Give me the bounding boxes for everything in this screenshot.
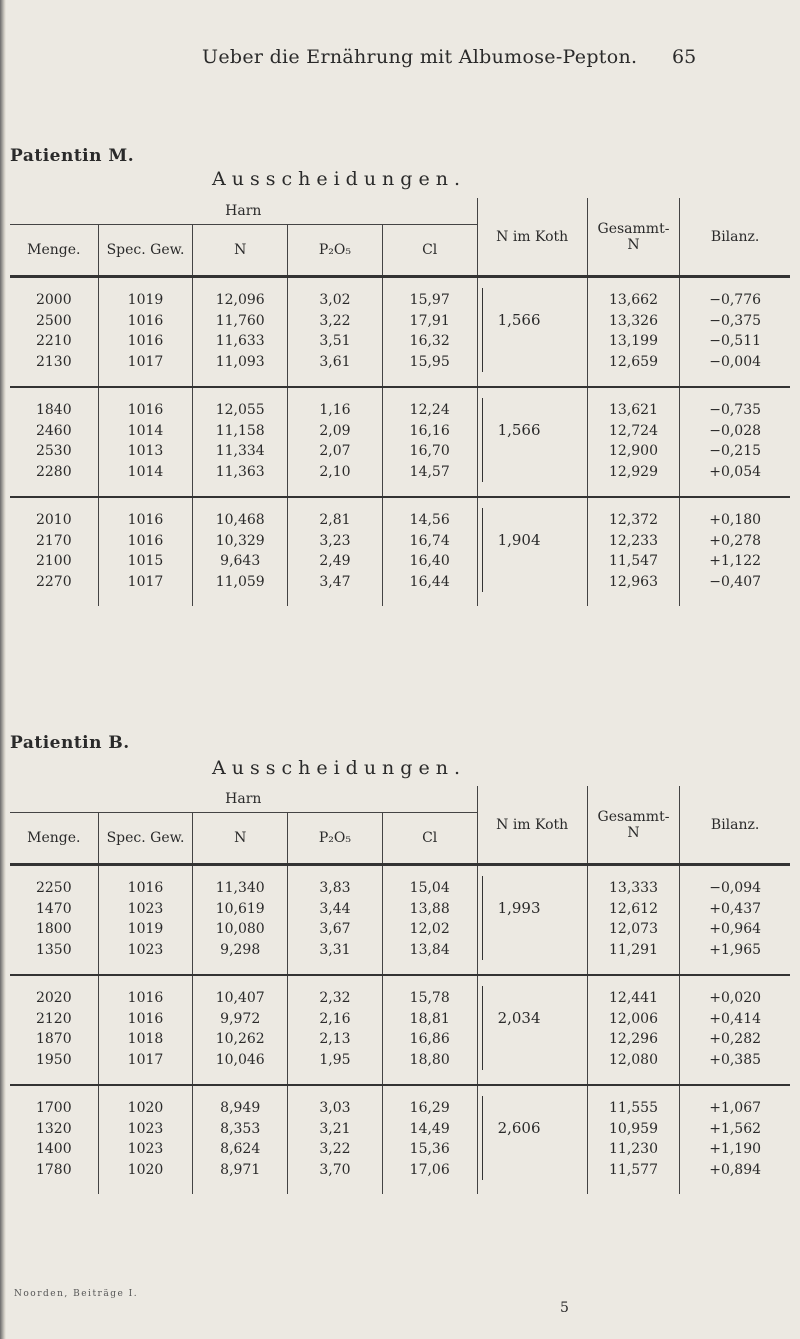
value-menge: 2250 xyxy=(35,880,72,896)
value-menge: 1840 xyxy=(35,402,72,418)
cell-n xyxy=(193,277,288,388)
patient-m-heading: Patientin M. xyxy=(10,146,135,166)
running-head xyxy=(0,46,800,76)
value-p2o5: 3,03 xyxy=(319,1100,351,1116)
value-bilanz: −0,375 xyxy=(709,312,762,329)
value-cl: 16,40 xyxy=(409,553,450,569)
value-n: 10,619 xyxy=(215,900,265,917)
value-p2o5: 3,44 xyxy=(319,900,351,917)
value-n: 10,329 xyxy=(215,532,265,549)
value-n: 9,298 xyxy=(220,941,261,958)
value-menge: 1320 xyxy=(35,1120,72,1137)
value-n: 11,633 xyxy=(215,333,265,349)
value-p2o5: 2,32 xyxy=(319,990,351,1006)
value-n: 9,972 xyxy=(220,1010,261,1027)
cell-n xyxy=(193,975,288,1085)
cell-gesamt xyxy=(587,975,680,1085)
value-n: 10,262 xyxy=(215,1031,265,1047)
value-bilanz: +1,067 xyxy=(709,1100,762,1116)
value-menge: 1800 xyxy=(35,921,72,937)
cell-bilanz xyxy=(680,497,790,606)
value-n: 10,046 xyxy=(215,1051,265,1068)
page-number: 65 xyxy=(672,46,697,68)
value-gesamt: 12,963 xyxy=(609,573,658,590)
brace-bracket xyxy=(482,288,491,372)
value-spec: 1016 xyxy=(127,880,164,896)
cell-spec xyxy=(98,387,193,497)
value-p2o5: 2,10 xyxy=(319,463,351,480)
header-spec-gew: Spec. Gew. xyxy=(98,813,193,865)
cell-bilanz xyxy=(680,865,790,976)
value-n: 12,055 xyxy=(215,402,265,418)
value-p2o5: 3,83 xyxy=(319,880,351,896)
table-m-caption: Ausscheidungen. xyxy=(212,168,466,190)
value-menge: 2020 xyxy=(35,990,72,1006)
value-spec: 1016 xyxy=(127,402,164,418)
value-menge: 1400 xyxy=(35,1141,72,1157)
cell-menge xyxy=(10,277,98,388)
cell-cl xyxy=(382,277,477,388)
value-bilanz: −0,776 xyxy=(709,292,762,308)
value-bilanz: +1,562 xyxy=(709,1120,762,1137)
brace-bracket xyxy=(482,508,491,592)
value-menge: 2210 xyxy=(35,333,72,349)
cell-n xyxy=(193,1085,288,1194)
value-n: 12,096 xyxy=(215,292,265,308)
value-gesamt: 11,577 xyxy=(609,1161,658,1178)
patient-b-heading: Patientin B. xyxy=(10,733,130,753)
value-spec: 1018 xyxy=(127,1031,164,1047)
value-gesamt: 12,080 xyxy=(609,1051,658,1068)
brace-bracket xyxy=(482,876,491,960)
value-cl: 17,06 xyxy=(409,1161,450,1178)
value-n: 11,093 xyxy=(215,353,265,370)
header-cl: Cl xyxy=(382,225,477,277)
value-cl: 18,80 xyxy=(409,1051,450,1068)
value-menge: 1780 xyxy=(35,1161,72,1178)
value-bilanz: −0,028 xyxy=(709,422,762,439)
header-n-im-koth: N im Koth xyxy=(477,198,587,277)
cell-p2o5 xyxy=(288,277,383,388)
value-menge: 1350 xyxy=(35,941,72,958)
value-cl: 16,29 xyxy=(409,1100,450,1116)
header-menge: Menge. xyxy=(10,225,98,277)
footer-source: Noorden, Beiträge I. xyxy=(14,1289,139,1299)
value-gesamt: 12,233 xyxy=(609,532,658,549)
value-bilanz: +1,122 xyxy=(709,553,762,569)
table-row-group xyxy=(10,497,790,606)
cell-nkoth xyxy=(477,277,587,388)
value-menge: 1950 xyxy=(35,1051,72,1068)
value-p2o5: 3,22 xyxy=(319,312,351,329)
value-spec: 1016 xyxy=(127,333,164,349)
value-gesamt: 13,333 xyxy=(609,880,658,896)
value-spec: 1014 xyxy=(127,463,164,480)
value-spec: 1016 xyxy=(127,532,164,549)
value-gesamt: 11,291 xyxy=(609,941,658,958)
cell-menge xyxy=(10,1085,98,1194)
value-gesamt: 10,959 xyxy=(609,1120,658,1137)
value-p2o5: 3,02 xyxy=(319,292,351,308)
value-bilanz: −0,215 xyxy=(709,443,762,459)
value-menge: 2010 xyxy=(35,512,72,528)
value-bilanz: −0,094 xyxy=(709,880,762,896)
value-menge: 2130 xyxy=(35,353,72,370)
cell-gesamt xyxy=(587,497,680,606)
cell-spec xyxy=(98,865,193,976)
value-bilanz: +0,414 xyxy=(709,1010,762,1027)
cell-nkoth xyxy=(477,497,587,606)
value-p2o5: 2,81 xyxy=(319,512,351,528)
header-p2o5: P₂O₅ xyxy=(288,813,383,865)
value-cl: 16,86 xyxy=(409,1031,450,1047)
value-spec: 1023 xyxy=(127,1141,164,1157)
value-cl: 15,97 xyxy=(409,292,450,308)
value-bilanz: +0,020 xyxy=(709,990,762,1006)
value-cl: 14,56 xyxy=(409,512,450,528)
value-cl: 13,84 xyxy=(409,941,450,958)
value-p2o5: 2,13 xyxy=(319,1031,351,1047)
cell-gesamt xyxy=(587,277,680,388)
value-menge: 2120 xyxy=(35,1010,72,1027)
value-gesamt: 12,372 xyxy=(609,512,658,528)
cell-menge xyxy=(10,497,98,606)
header-gesammt-n: Gesammt- N xyxy=(587,198,680,277)
header-gesammt-n: Gesammt- N xyxy=(587,786,680,865)
value-bilanz: +0,278 xyxy=(709,532,762,549)
value-spec: 1017 xyxy=(127,573,164,590)
value-bilanz: +1,965 xyxy=(709,941,762,958)
brace-bracket xyxy=(482,986,491,1070)
cell-p2o5 xyxy=(288,1085,383,1194)
value-cl: 16,32 xyxy=(409,333,450,349)
cell-nkoth xyxy=(477,387,587,497)
cell-cl xyxy=(382,1085,477,1194)
value-p2o5: 3,61 xyxy=(319,353,351,370)
cell-gesamt xyxy=(587,865,680,976)
n-im-koth-value: 2,606 xyxy=(497,1119,541,1137)
value-n: 8,353 xyxy=(220,1120,261,1137)
cell-bilanz xyxy=(680,975,790,1085)
cell-p2o5 xyxy=(288,865,383,976)
cell-p2o5 xyxy=(288,975,383,1085)
n-im-koth-value: 1,993 xyxy=(497,899,541,917)
value-gesamt: 12,900 xyxy=(609,443,658,459)
value-gesamt: 13,662 xyxy=(609,292,658,308)
value-n: 11,059 xyxy=(215,573,265,590)
value-gesamt: 12,073 xyxy=(609,921,658,937)
cell-spec xyxy=(98,277,193,388)
value-gesamt: 11,555 xyxy=(609,1100,658,1116)
value-n: 8,624 xyxy=(220,1141,261,1157)
header-n-im-koth: N im Koth xyxy=(477,786,587,865)
page-edge xyxy=(0,0,6,1339)
value-cl: 14,49 xyxy=(409,1120,450,1137)
n-im-koth-value: 2,034 xyxy=(497,1009,541,1027)
header-p2o5: P₂O₅ xyxy=(288,225,383,277)
n-im-koth-value: 1,566 xyxy=(497,421,541,439)
cell-bilanz xyxy=(680,1085,790,1194)
cell-gesamt xyxy=(587,387,680,497)
value-p2o5: 2,49 xyxy=(319,553,351,569)
value-cl: 15,78 xyxy=(409,990,450,1006)
value-menge: 2100 xyxy=(35,553,72,569)
cell-cl xyxy=(382,387,477,497)
value-bilanz: +0,964 xyxy=(709,921,762,937)
cell-nkoth xyxy=(477,1085,587,1194)
value-p2o5: 2,09 xyxy=(319,422,351,439)
value-n: 9,643 xyxy=(220,553,261,569)
header-menge: Menge. xyxy=(10,813,98,865)
value-spec: 1016 xyxy=(127,512,164,528)
cell-n xyxy=(193,387,288,497)
value-cl: 15,95 xyxy=(409,353,450,370)
value-spec: 1020 xyxy=(127,1161,164,1178)
value-cl: 16,16 xyxy=(409,422,450,439)
cell-p2o5 xyxy=(288,497,383,606)
value-bilanz: +0,054 xyxy=(709,463,762,480)
table-row-group xyxy=(10,277,790,388)
value-bilanz: −0,407 xyxy=(709,573,762,590)
value-menge: 1700 xyxy=(35,1100,72,1116)
value-menge: 2270 xyxy=(35,573,72,590)
value-gesamt: 12,612 xyxy=(609,900,658,917)
value-menge: 2500 xyxy=(35,312,72,329)
value-gesamt: 13,621 xyxy=(609,402,658,418)
cell-gesamt xyxy=(587,1085,680,1194)
table-patient-m xyxy=(10,198,790,606)
value-p2o5: 1,16 xyxy=(319,402,351,418)
value-spec: 1023 xyxy=(127,900,164,917)
value-p2o5: 3,47 xyxy=(319,573,351,590)
cell-spec xyxy=(98,975,193,1085)
value-spec: 1016 xyxy=(127,990,164,1006)
value-bilanz: +0,180 xyxy=(709,512,762,528)
value-gesamt: 11,547 xyxy=(609,553,658,569)
value-n: 11,334 xyxy=(215,443,265,459)
value-cl: 13,88 xyxy=(409,900,450,917)
value-spec: 1014 xyxy=(127,422,164,439)
cell-cl xyxy=(382,497,477,606)
value-cl: 16,70 xyxy=(409,443,450,459)
value-bilanz: −0,004 xyxy=(709,353,762,370)
cell-n xyxy=(193,497,288,606)
value-p2o5: 2,16 xyxy=(319,1010,351,1027)
value-menge: 1470 xyxy=(35,900,72,917)
value-p2o5: 3,21 xyxy=(319,1120,351,1137)
value-n: 11,760 xyxy=(215,312,265,329)
value-p2o5: 3,31 xyxy=(319,941,351,958)
running-title: Ueber die Ernährung mit Albumose-Pepton. xyxy=(202,46,638,68)
value-n: 10,468 xyxy=(215,512,265,528)
header-bilanz: Bilanz. xyxy=(680,198,790,277)
cell-menge xyxy=(10,387,98,497)
cell-menge xyxy=(10,975,98,1085)
value-gesamt: 12,006 xyxy=(609,1010,658,1027)
value-menge: 2530 xyxy=(35,443,72,459)
value-p2o5: 2,07 xyxy=(319,443,351,459)
value-spec: 1015 xyxy=(127,553,164,569)
table-row-group xyxy=(10,975,790,1085)
value-bilanz: +0,385 xyxy=(709,1051,762,1068)
value-gesamt: 13,326 xyxy=(609,312,658,329)
value-gesamt: 12,659 xyxy=(609,353,658,370)
value-menge: 2000 xyxy=(35,292,72,308)
value-spec: 1016 xyxy=(127,312,164,329)
brace-bracket xyxy=(482,1096,491,1180)
table-patient-b xyxy=(10,786,790,1194)
value-n: 8,949 xyxy=(220,1100,261,1116)
value-p2o5: 1,95 xyxy=(319,1051,351,1068)
value-n: 10,407 xyxy=(215,990,265,1006)
value-bilanz: +0,437 xyxy=(709,900,762,917)
value-cl: 17,91 xyxy=(409,312,450,329)
value-n: 8,971 xyxy=(220,1161,261,1178)
cell-spec xyxy=(98,1085,193,1194)
table-row-group xyxy=(10,1085,790,1194)
header-harn: Harn xyxy=(10,198,477,225)
value-bilanz: +0,282 xyxy=(709,1031,762,1047)
value-cl: 16,44 xyxy=(409,573,450,590)
value-menge: 1870 xyxy=(35,1031,72,1047)
value-gesamt: 12,296 xyxy=(609,1031,658,1047)
value-gesamt: 13,199 xyxy=(609,333,658,349)
value-p2o5: 3,23 xyxy=(319,532,351,549)
cell-nkoth xyxy=(477,865,587,976)
value-p2o5: 3,70 xyxy=(319,1161,351,1178)
header-n: N xyxy=(193,225,288,277)
value-p2o5: 3,22 xyxy=(319,1141,351,1157)
value-gesamt: 12,441 xyxy=(609,990,658,1006)
table-row-group xyxy=(10,865,790,976)
value-menge: 2460 xyxy=(35,422,72,439)
value-spec: 1023 xyxy=(127,941,164,958)
value-spec: 1017 xyxy=(127,353,164,370)
value-gesamt: 11,230 xyxy=(609,1141,658,1157)
value-cl: 18,81 xyxy=(409,1010,450,1027)
cell-nkoth xyxy=(477,975,587,1085)
header-cl: Cl xyxy=(382,813,477,865)
value-bilanz: +1,190 xyxy=(709,1141,762,1157)
value-spec: 1020 xyxy=(127,1100,164,1116)
value-menge: 2280 xyxy=(35,463,72,480)
value-cl: 12,24 xyxy=(409,402,450,418)
n-im-koth-value: 1,566 xyxy=(497,311,541,329)
cell-cl xyxy=(382,865,477,976)
value-cl: 15,36 xyxy=(409,1141,450,1157)
value-bilanz: +0,894 xyxy=(709,1161,762,1178)
value-cl: 12,02 xyxy=(409,921,450,937)
brace-bracket xyxy=(482,398,491,482)
value-n: 10,080 xyxy=(215,921,265,937)
table-row-group xyxy=(10,387,790,497)
value-spec: 1019 xyxy=(127,292,164,308)
value-spec: 1017 xyxy=(127,1051,164,1068)
value-n: 11,340 xyxy=(215,880,265,896)
value-bilanz: −0,735 xyxy=(709,402,762,418)
value-spec: 1016 xyxy=(127,1010,164,1027)
value-bilanz: −0,511 xyxy=(709,333,762,349)
cell-menge xyxy=(10,865,98,976)
n-im-koth-value: 1,904 xyxy=(497,531,541,549)
value-gesamt: 12,724 xyxy=(609,422,658,439)
cell-spec xyxy=(98,497,193,606)
value-n: 11,363 xyxy=(215,463,265,480)
header-spec-gew: Spec. Gew. xyxy=(98,225,193,277)
value-spec: 1013 xyxy=(127,443,164,459)
header-harn: Harn xyxy=(10,786,477,813)
footer-signature: 5 xyxy=(560,1300,569,1316)
value-spec: 1023 xyxy=(127,1120,164,1137)
value-cl: 15,04 xyxy=(409,880,450,896)
cell-n xyxy=(193,865,288,976)
value-gesamt: 12,929 xyxy=(609,463,658,480)
cell-cl xyxy=(382,975,477,1085)
value-p2o5: 3,67 xyxy=(319,921,351,937)
value-n: 11,158 xyxy=(215,422,265,439)
cell-bilanz xyxy=(680,277,790,388)
value-p2o5: 3,51 xyxy=(319,333,351,349)
cell-bilanz xyxy=(680,387,790,497)
value-cl: 14,57 xyxy=(409,463,450,480)
cell-p2o5 xyxy=(288,387,383,497)
header-n: N xyxy=(193,813,288,865)
table-b-caption: Ausscheidungen. xyxy=(212,757,466,779)
value-spec: 1019 xyxy=(127,921,164,937)
value-cl: 16,74 xyxy=(409,532,450,549)
value-menge: 2170 xyxy=(35,532,72,549)
header-bilanz: Bilanz. xyxy=(680,786,790,865)
